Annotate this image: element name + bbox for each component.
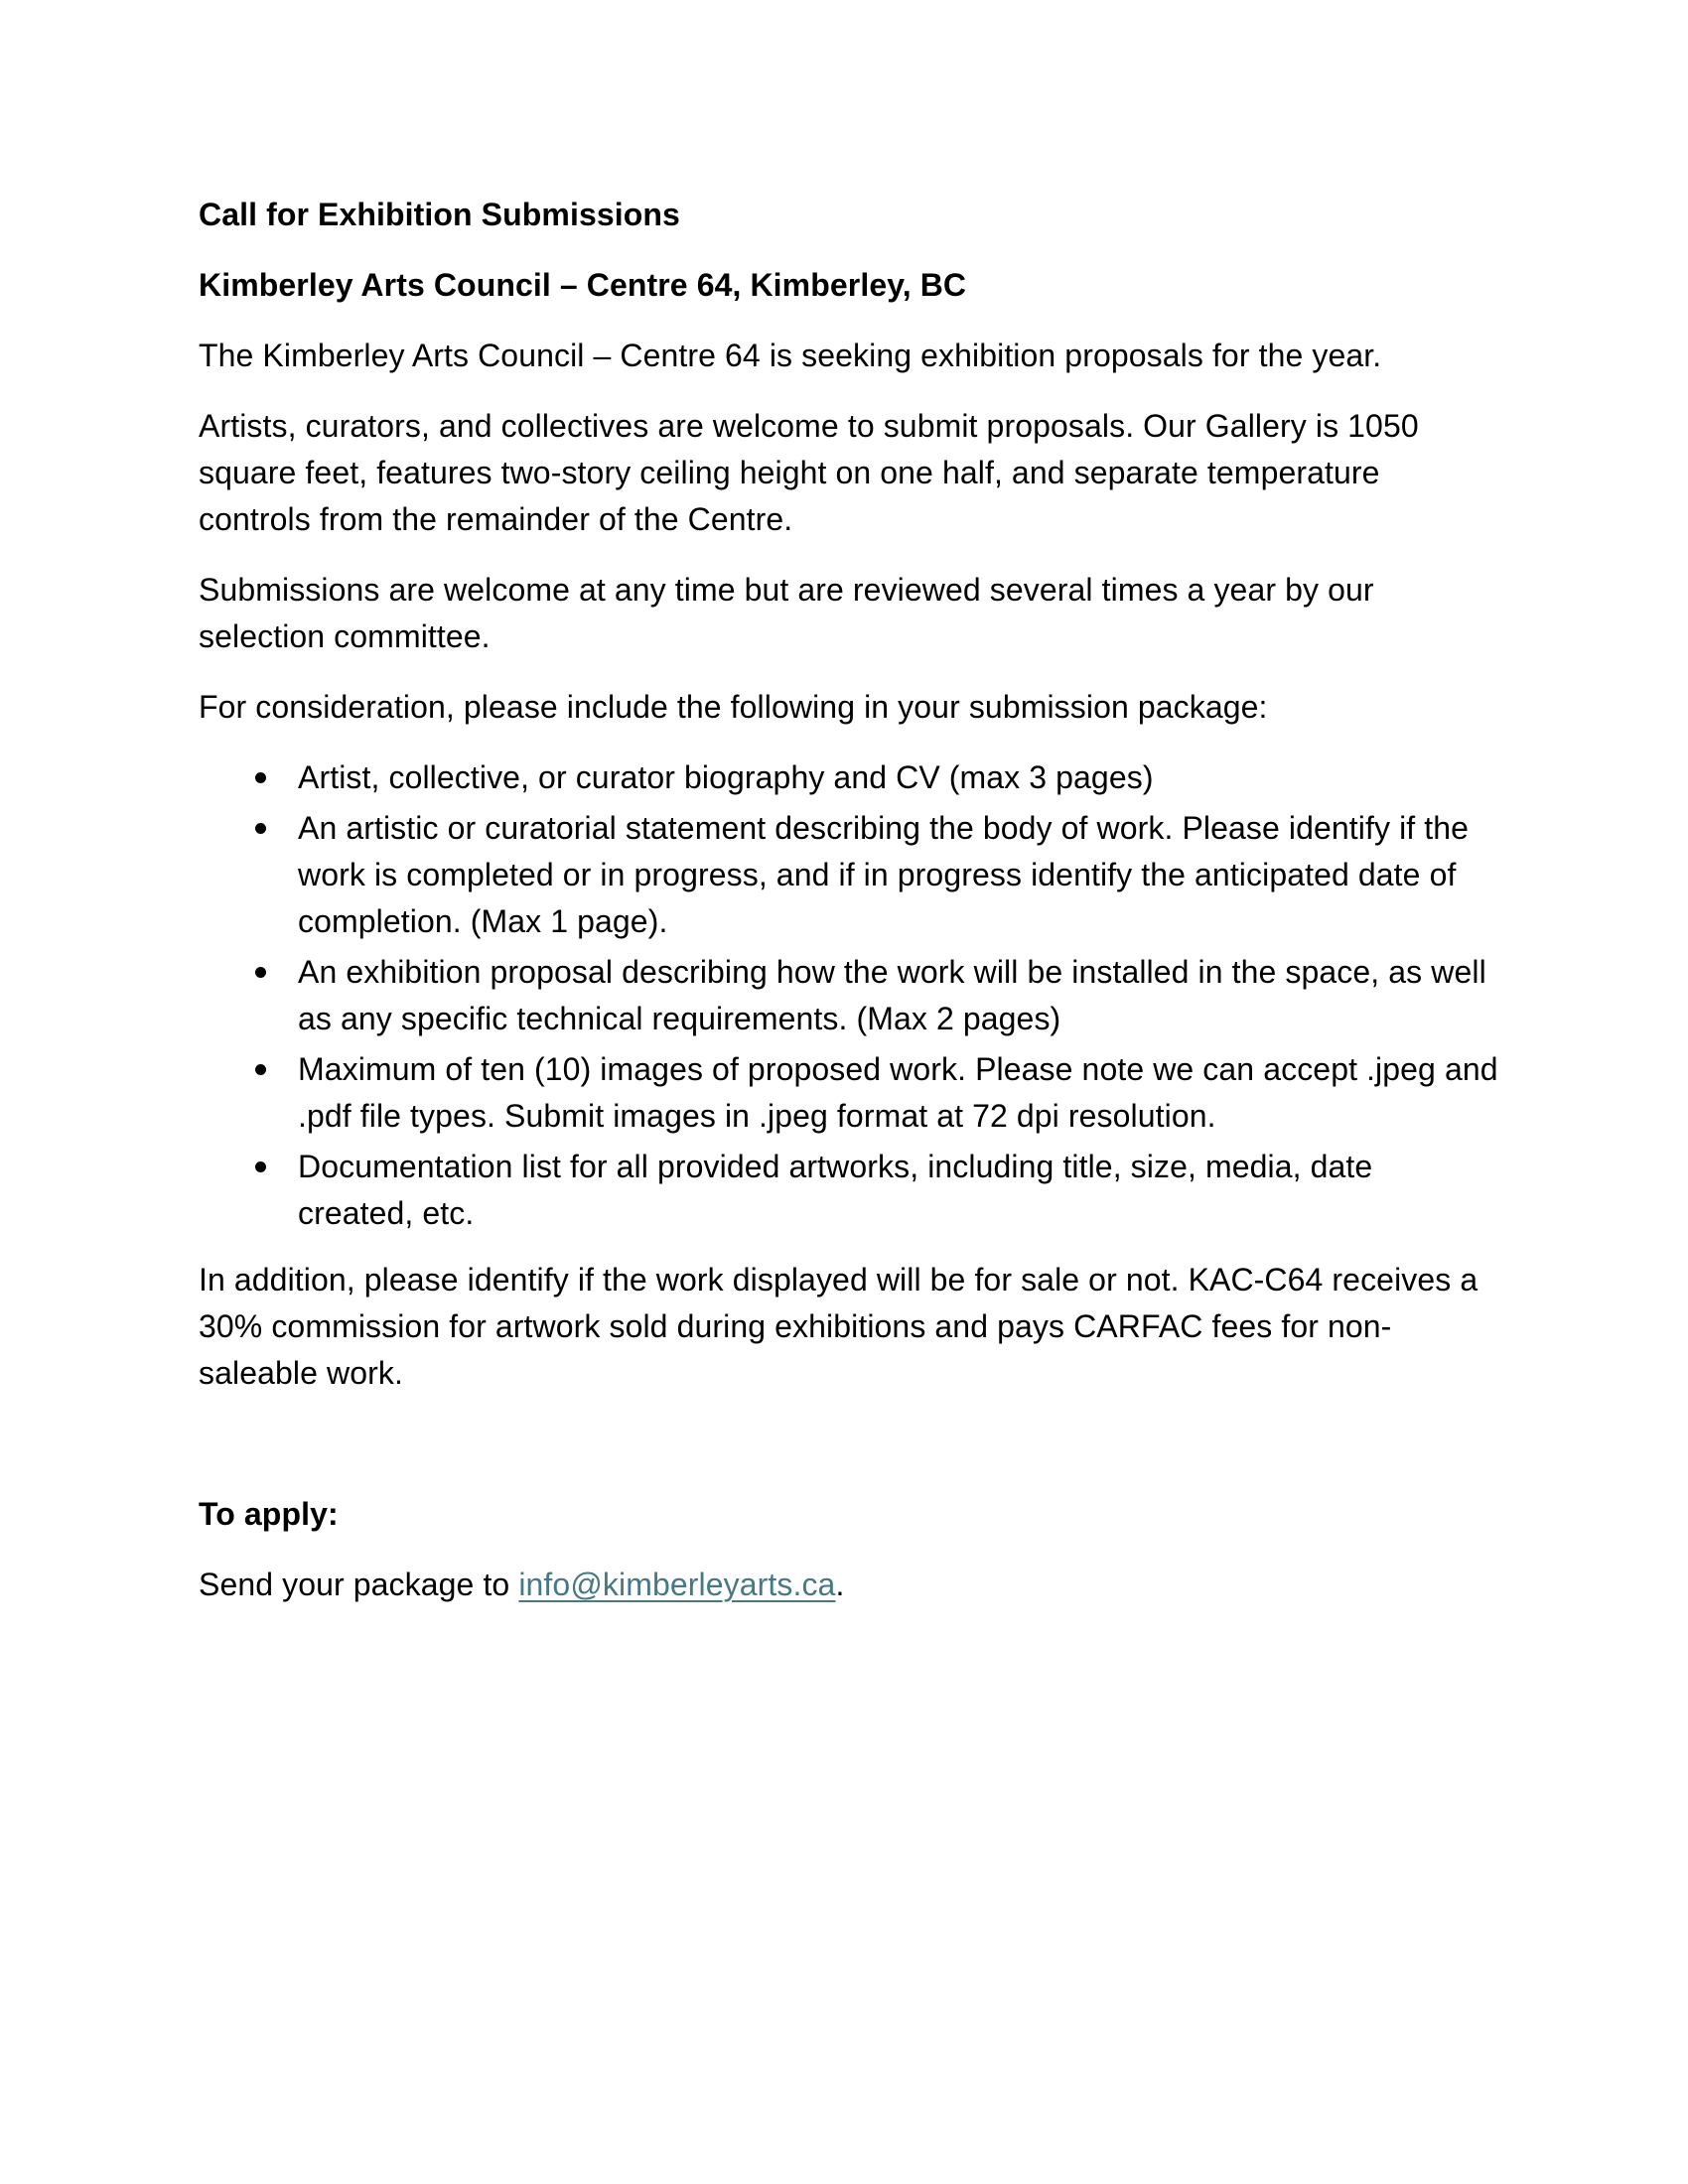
bullet-icon — [255, 823, 266, 834]
empty-paragraph — [199, 1421, 1491, 1491]
bullet-icon — [255, 1064, 266, 1075]
paragraph-gallery: Artists, curators, and collectives are welcome to submit proposals. Our Gallery is 1050 square feet, features two-story ceiling height on one half, and separate temperature controls from the remainder of the Centre. — [199, 408, 1419, 537]
paragraph-sale-terms: In addition, please identify if the work displayed will be for sale or not. KAC-C64 receives a 30% commission for artwork sold during exhibitions and pays CARFAC fees for non- saleable work. — [199, 1262, 1478, 1391]
document-title: Call for Exhibition Submissions — [199, 197, 680, 232]
paragraph-submissions: Submissions are welcome at any time but are reviewed several times a year by our selection committee. — [199, 572, 1374, 654]
submission-requirements-list — [199, 754, 1498, 1237]
bullet-icon — [255, 772, 266, 783]
list-item: Artist, collective, or curator biography and CV (max 3 pages) — [199, 754, 1491, 801]
apply-sentence-prefix: Send your package to — [199, 1567, 519, 1602]
apply-sentence — [199, 1562, 1491, 1608]
paragraph-intro: The Kimberley Arts Council – Centre 64 is seeking exhibition proposals for the year. — [199, 338, 1382, 373]
list-item: Maximum of ten (10) images of proposed work. Please note we can accept .jpeg and .pdf file types. Submit images in .jpeg format at 72 dpi resolution. — [199, 1046, 1491, 1140]
apply-heading: To apply: — [199, 1496, 339, 1532]
apply-sentence-suffix: . — [835, 1567, 845, 1602]
email-link[interactable]: info@kimberleyarts.ca — [518, 1567, 836, 1602]
list-item: An exhibition proposal describing how the work will be installed in the space, as well as any specific technical requirements. (Max 2 pages) — [199, 949, 1491, 1042]
list-item: An artistic or curatorial statement describing the body of work. Please identify if the work is completed or in progress, and if in progress identify the anticipated date of completion. (Max 1 page). — [199, 805, 1491, 945]
list-item: Documentation list for all provided artworks, including title, size, media, date created, etc. — [199, 1144, 1491, 1237]
bullet-icon — [255, 1161, 266, 1172]
bullet-icon — [255, 967, 266, 978]
document-subtitle: Kimberley Arts Council – Centre 64, Kimberley, BC — [199, 267, 967, 303]
paragraph-consideration: For consideration, please include the following in your submission package: — [199, 689, 1268, 725]
